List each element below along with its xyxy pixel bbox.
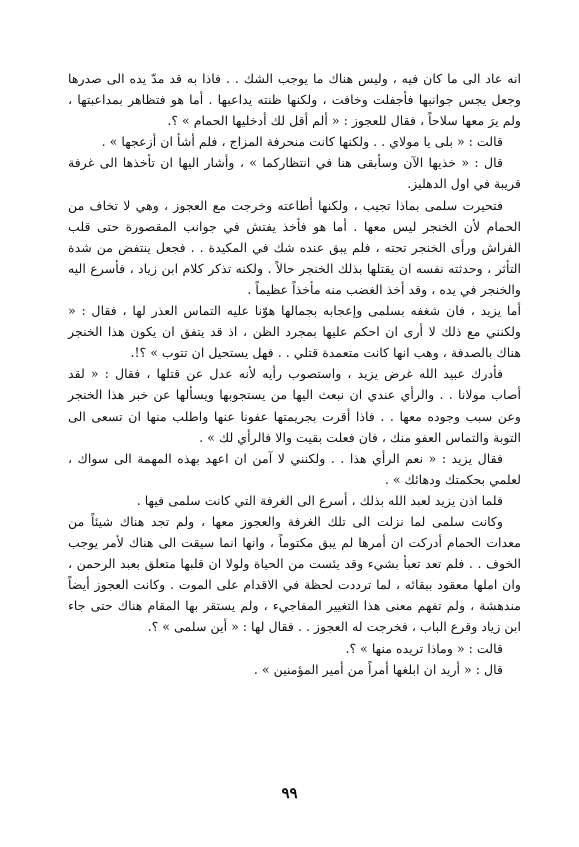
paragraph: فتحيرت سلمى بماذا تجيب ، ولكنها أطاعته وخرجت مع العجوز ، وهي لا تخاف من الحمام لأن الخنجر ليس معها . أما هو فأخذ يفتش في جوانب المقصورة حتى قلب الفراش ورأى الخنجر تحته ، فلم يبق عنده شك في المكيدة . . فجعل ينتفض من شدة التأثر ، وحدثته نفسه ان يقتلها بذلك الخنجر حالاً . ولكنه تذكر كلام ابن زياد ، فأسرع اليه والخنجر في يده ، وقد أخذ الغضب منه مأخذاً عظيماً . (68, 197, 521, 297)
paragraph: أما يزيد ، فان شغفه بسلمى وإعجابه بجمالها هوّنا عليه التماس العذر لها ، فقال : « ولكنني مع ذلك لا أرى ان احكم عليها بمجرد الظن ، اذ قد يتفق ان يكون هذا الخنجر هناك بالصدفة ، وهب انها كانت متعمدة قتلي . . فهل يستحيل ان تتوب » ؟!. (68, 303, 521, 361)
paragraph: انه عاد الى ما كان فيه ، وليس هناك ما يوجب الشك . . فاذا به قد مدّ يده الى صدرها وجعل يجس جوانبها فأجفلت وخافت ، ولكنها ظنته يداعبها . أما هو فتظاهر بمداعبتها ، ولم يرَ معها سلاحاً ، فقال للعجوز : « ألم أقل لك أدخليها الحمام » ؟. (68, 71, 521, 129)
paragraph: قال : « خذيها الآن وسأبقى هنا في انتظاركما » ، وأشار اليها ان تأخذها الى غرفة قريبة في اول الدهليز. (68, 155, 521, 192)
paragraph: فأدرك عبيد الله غرض يزيد ، واستصوب رأيه لأنه عدل عن قتلها ، فقال : « لقد أصاب مولانا . . والرأي عندي ان نبعث اليها من يستجوبها ويسألها عن خبر هذا الخنجر وعن سبب وجوده معها . . فاذا أقرت بجريمتها عفونا عنها واطلب منها ان تسعى الى التوبة والتماس العفو منك ، فان فعلت بقيت والا فالرأي لك » . (68, 366, 521, 445)
paragraph: فلما اذن يزيد لعبد الله بذلك ، أسرع الى الغرفة التي كانت سلمى فيها . (136, 492, 503, 508)
body-text (68, 68, 521, 680)
paragraph: قالت : « وماذا تريده منها » ؟. (345, 640, 503, 656)
paragraph: وكانت سلمى لما نزلت الى تلك الغرفة والعجوز معها ، ولم تجد هناك شيئاً من معدات الحمام أدركت ان أمرها لم يبق مكتوماً ، وانها انما سيقت الى هناك لأمر يوجب الخوف . . فلم تعد تعبأ بشيء وقد يئست من الحياة ولولا ان قلبها متعلق بعبد الرحمن ، وان املها معقود ببقائه ، لما ترددت لحظة في الاقدام على الموت . وكانت العجوز أيضاً مندهشة ، ولم تفهم معنى هذا التغيير المفاجيء ، ولم يستقر بها المقام هناك حتى جاء ابن زياد وقرع الباب ، فخرجت له العجوز . . فقال لها : « أين سلمى » ؟. (68, 513, 521, 635)
page-number: ٩٩ (281, 784, 298, 802)
paragraph: فقال يزيد : « نعم الرأي هذا . . ولكنني لا آمن ان اعهد بهذه المهمة الى سواك ، لعلمي بحكمتك ودهائك » . (68, 450, 521, 487)
paragraph: قالت : « بلى يا مولاي . . ولكنها كانت منحرفة المزاج ، فلم أشأ ان أزعجها » . (101, 134, 503, 150)
paragraph: قال : « أريد ان ابلغها أمراً من أمير المؤمنين » . (253, 661, 503, 677)
